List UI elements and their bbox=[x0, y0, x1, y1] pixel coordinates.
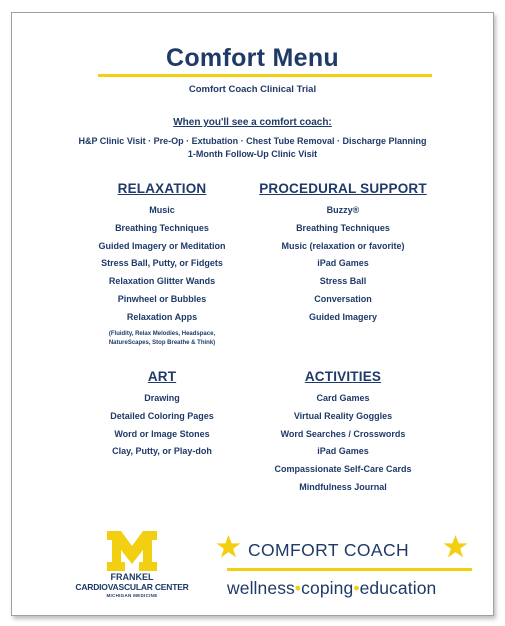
page-subtitle: Comfort Coach Clinical Trial bbox=[188, 84, 317, 95]
logo-line-frankel: FRANKEL bbox=[110, 572, 154, 582]
comfort-coach-divider bbox=[227, 568, 472, 571]
procedural-support-heading: PROCEDURAL SUPPORT bbox=[259, 181, 427, 196]
art-list bbox=[72, 390, 252, 461]
list-item: Card Games bbox=[316, 393, 370, 403]
relaxation-apps-note bbox=[72, 330, 252, 348]
comfort-coach-tagline bbox=[227, 578, 436, 599]
list-item: Word or Image Stones bbox=[114, 428, 210, 439]
list-item: Compassionate Self-Care Cards bbox=[274, 464, 412, 475]
list-item: Drawing bbox=[144, 393, 180, 403]
logo-line-michigan-medicine: MICHIGAN MEDICINE bbox=[106, 593, 158, 598]
list-item: Clay, Putty, or Play-doh bbox=[112, 446, 212, 457]
page-title: Comfort Menu bbox=[165, 44, 340, 72]
logo-line-cardiovascular-center: CARDIOVASCULAR CENTER bbox=[75, 582, 189, 592]
list-item: Detailed Coloring Pages bbox=[110, 410, 214, 421]
list-item: Mindfulness Journal bbox=[299, 481, 387, 492]
art-heading: ART bbox=[147, 369, 177, 384]
star-icon bbox=[443, 534, 468, 559]
list-item: Stress Ball, Putty, or Fidgets bbox=[101, 258, 223, 269]
tagline-coping: coping bbox=[301, 578, 354, 598]
list-item: Guided Imagery or Meditation bbox=[98, 240, 226, 251]
list-item: Music (relaxation or favorite) bbox=[281, 240, 405, 251]
visit-line-2: 1-Month Follow-Up Clinic Visit bbox=[187, 149, 318, 159]
list-item: Guided Imagery bbox=[308, 311, 378, 322]
relaxation-list bbox=[72, 202, 252, 327]
list-item: Buzzy® bbox=[326, 205, 360, 215]
dot-separator-icon: • bbox=[294, 578, 302, 598]
procedural-support-list bbox=[248, 202, 438, 327]
list-item: iPad Games bbox=[317, 258, 369, 269]
michigan-block-m-logo bbox=[105, 531, 159, 571]
relaxation-heading: RELAXATION bbox=[117, 181, 207, 196]
visit-list bbox=[12, 135, 493, 161]
title-underline bbox=[98, 74, 432, 77]
note-line-2: NatureScapes, Stop Breathe & Think) bbox=[108, 340, 216, 346]
list-item: Music bbox=[149, 205, 175, 215]
star-icon bbox=[216, 534, 241, 559]
activities-list bbox=[248, 390, 438, 497]
list-item: Virtual Reality Goggles bbox=[293, 410, 393, 421]
note-line-1: (Fluidity, Relax Melodies, Headspace, bbox=[108, 331, 216, 337]
list-item: Breathing Techniques bbox=[115, 222, 209, 233]
list-item: Relaxation Apps bbox=[126, 311, 198, 322]
list-item: Word Searches / Crosswords bbox=[280, 428, 406, 439]
list-item: Relaxation Glitter Wands bbox=[108, 276, 216, 287]
list-item: Conversation bbox=[314, 293, 372, 304]
tagline-education: education bbox=[359, 578, 437, 598]
comfort-menu-page bbox=[11, 12, 494, 616]
list-item: Breathing Techniques bbox=[296, 222, 390, 233]
list-item: Pinwheel or Bubbles bbox=[117, 293, 207, 304]
dot-separator-icon: • bbox=[353, 578, 360, 598]
list-item: iPad Games bbox=[317, 446, 369, 457]
activities-heading: ACTIVITIES bbox=[304, 369, 382, 384]
when-heading: When you'll see a comfort coach: bbox=[173, 117, 332, 128]
comfort-coach-wordmark: COMFORT COACH bbox=[248, 540, 410, 560]
tagline-wellness: wellness bbox=[227, 578, 295, 598]
visit-line-1: H&P Clinic Visit · Pre-Op · Extubation · Chest Tube Removal · Discharge Planning bbox=[78, 136, 427, 146]
list-item: Stress Ball bbox=[319, 276, 367, 287]
